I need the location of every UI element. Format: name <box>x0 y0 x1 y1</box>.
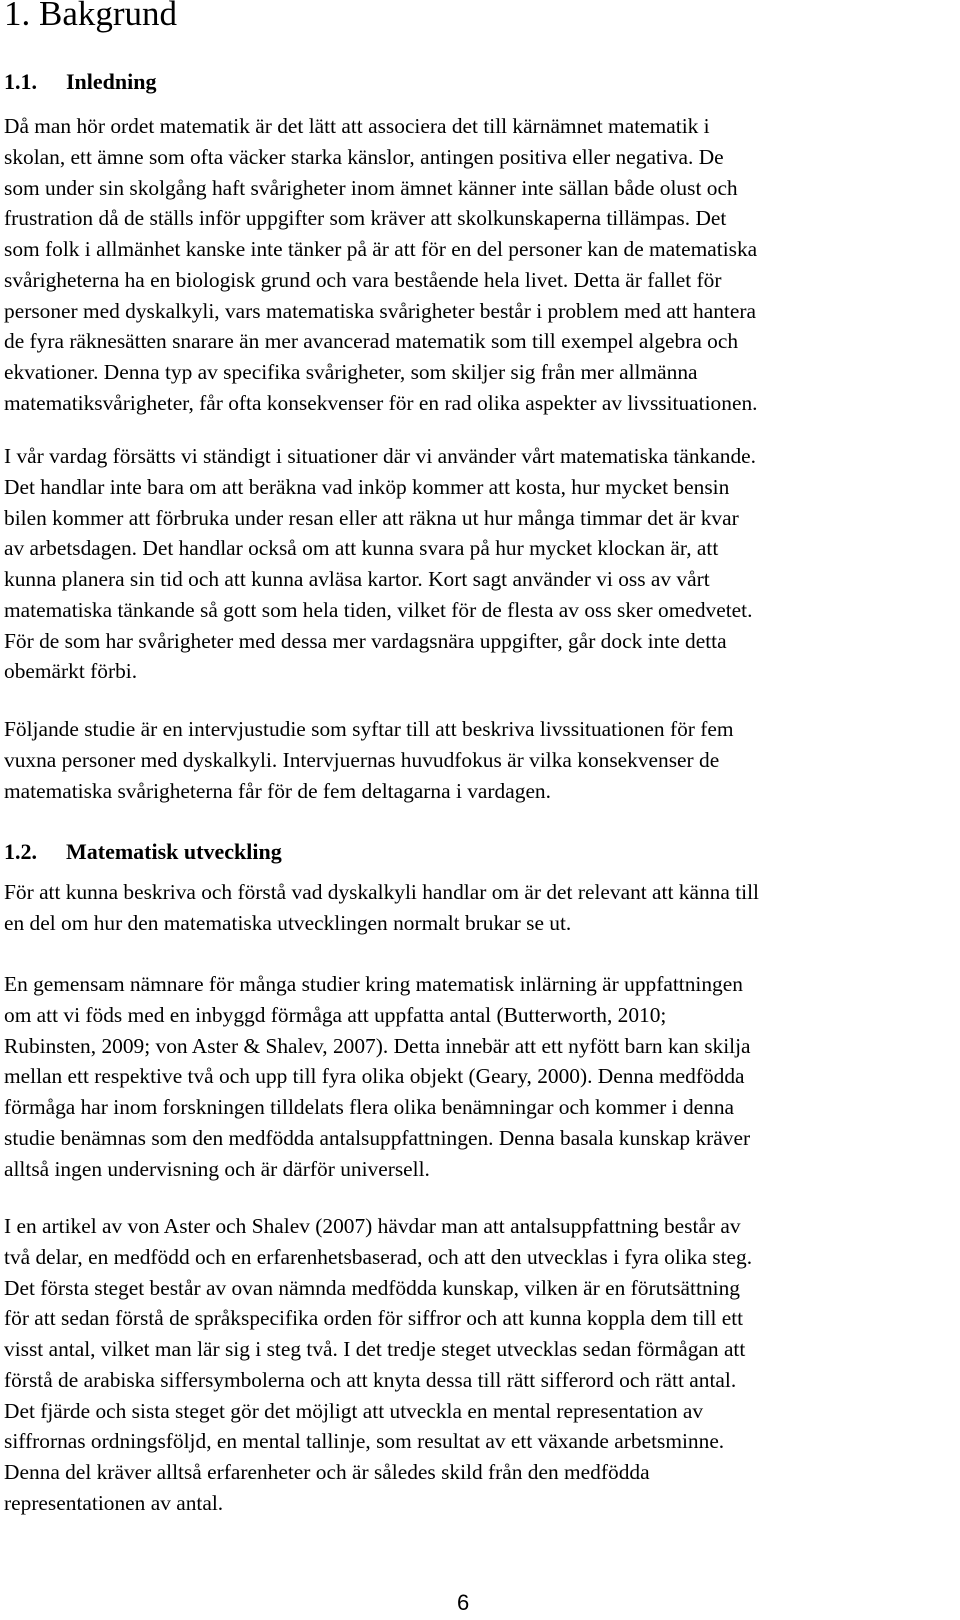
paragraph-6 <box>4 1211 960 1519</box>
text-line: bilen kommer att förbruka under resan eller att räkna ut hur många timmar det är kvar <box>4 505 739 530</box>
text-line: Då man hör ordet matematik är det lätt att associera det till kärnämnet matematik i <box>4 114 710 138</box>
section-heading-matematisk-utveckling <box>4 837 282 867</box>
paragraph-4 <box>4 877 960 939</box>
text-line: alltså ingen undervisning och är därför universell. <box>4 1156 430 1181</box>
page-number: 6 <box>457 1590 470 1615</box>
text-line: obemärkt förbi. <box>4 659 138 684</box>
text-line: förstå de arabiska siffersymbolerna och att knyta dessa till rätt sifferord och rätt antal. <box>4 1367 737 1392</box>
text-line: som under sin skolgång haft svårigheter inom ämnet känner inte sällan både olust och <box>4 175 738 200</box>
section-heading-inledning <box>4 67 157 97</box>
text-line: som folk i allmänhet kanske inte tänker på är att för en del personer kan de matematiska <box>4 237 758 261</box>
text-line: om att vi föds med en inbyggd förmåga att uppfatta antal (Butterworth, 2010; <box>4 1002 667 1027</box>
text-line: Följande studie är en intervjustudie som syftar till att beskriva livssituationen för fem <box>4 717 734 741</box>
text-line: matematiska tänkande så gott som hela tiden, vilket för de flesta av oss sker omedvetet. <box>4 597 753 622</box>
text-line: siffrornas ordningsföljd, en mental tallinje, som resultat av ett växande arbetsminne. <box>4 1429 725 1454</box>
text-line: Det första steget består av ovan nämnda medfödda kunskap, vilken är en förutsättning <box>4 1275 740 1300</box>
paragraph-5 <box>4 969 960 1184</box>
text-line: vuxna personer med dyskalkyli. Intervjuernas huvudfokus är vilka konsekvenser de <box>4 747 720 772</box>
text-line: I vår vardag försätts vi ständigt i situationer där vi använder vårt matematiska tänkande. <box>4 444 756 468</box>
text-line: representationen av antal. <box>4 1490 224 1515</box>
text-line: Rubinsten, 2009; von Aster & Shalev, 2007). Detta innebär att ett nyfött barn kan skilja <box>4 1033 751 1058</box>
section-number: 1.1. <box>4 69 37 94</box>
text-line: mellan ett respektive två och upp till fyra olika objekt (Geary, 2000). Denna medfödda <box>4 1064 745 1089</box>
text-line: frustration då de ställs inför uppgifter som kräver att skolkunskaperna tillämpas. Det <box>4 206 727 231</box>
paragraph-2 <box>4 441 960 687</box>
text-line: två delar, en medfödd och en erfarenhetsbaserad, och att den utvecklas i fyra olika steg. <box>4 1244 753 1269</box>
text-line: kunna planera sin tid och att kunna avläsa kartor. Kort sagt använder vi oss av vårt <box>4 567 710 591</box>
chapter-heading: 1. Bakgrund <box>4 0 178 33</box>
paragraph-1 <box>4 111 960 419</box>
text-line: en del om hur den matematiska utvecklingen normalt brukar se ut. <box>4 910 572 935</box>
text-line: För att kunna beskriva och förstå vad dyskalkyli handlar om är det relevant att känna till <box>4 880 759 904</box>
text-line: ekvationer. Denna typ av specifika svårigheter, som skiljer sig från mer allmänna <box>4 360 698 384</box>
text-line: av arbetsdagen. Det handlar också om att kunna svara på hur mycket klockan är, att <box>4 536 719 561</box>
text-line: I en artikel av von Aster och Shalev (2007) hävdar man att antalsuppfattning består av <box>4 1214 741 1238</box>
text-line: personer med dyskalkyli, vars matematiska svårigheter består i problem med att hantera <box>4 298 756 323</box>
section-title: Inledning <box>66 69 157 94</box>
text-line: de fyra räknesätten snarare än mer avancerad matematik som till exempel algebra och <box>4 329 739 354</box>
text-line: Det handlar inte bara om att beräkna vad inköp kommer att kosta, hur mycket bensin <box>4 474 730 499</box>
text-line: matematiksvårigheter, får ofta konsekvenser för en rad olika aspekter av livssituationen. <box>4 390 758 415</box>
text-line: Denna del kräver alltså erfarenheter och är således skild från den medfödda <box>4 1460 650 1484</box>
text-line: En gemensam nämnare för många studier kring matematisk inlärning är uppfattningen <box>4 972 743 996</box>
paragraph-3 <box>4 714 960 806</box>
text-line: förmåga har inom forskningen tilldelats flera olika benämningar och kommer i denna <box>4 1095 735 1119</box>
text-line: matematiska svårigheterna får för de fem deltagarna i vardagen. <box>4 778 551 803</box>
text-line: För de som har svårigheter med dessa mer vardagsnära uppgifter, går dock inte detta <box>4 628 727 653</box>
text-line: för att sedan förstå de språkspecifika orden för siffror och att kunna koppla dem till ett <box>4 1306 744 1331</box>
text-line: visst antal, vilket man lär sig i steg två. I det tredje steget utvecklas sedan förmågan att <box>4 1337 746 1361</box>
text-line: Det fjärde och sista steget gör det möjligt att utveckla en mental representation av <box>4 1398 704 1423</box>
section-title: Matematisk utveckling <box>66 839 282 864</box>
section-number: 1.2. <box>4 839 37 864</box>
text-line: skolan, ett ämne som ofta väcker starka känslor, antingen positiva eller negativa. De <box>4 144 724 169</box>
text-line: svårigheterna ha en biologisk grund och vara bestående hela livet. Detta är fallet för <box>4 267 722 292</box>
text-line: studie benämnas som den medfödda antalsuppfattningen. Denna basala kunskap kräver <box>4 1125 751 1150</box>
